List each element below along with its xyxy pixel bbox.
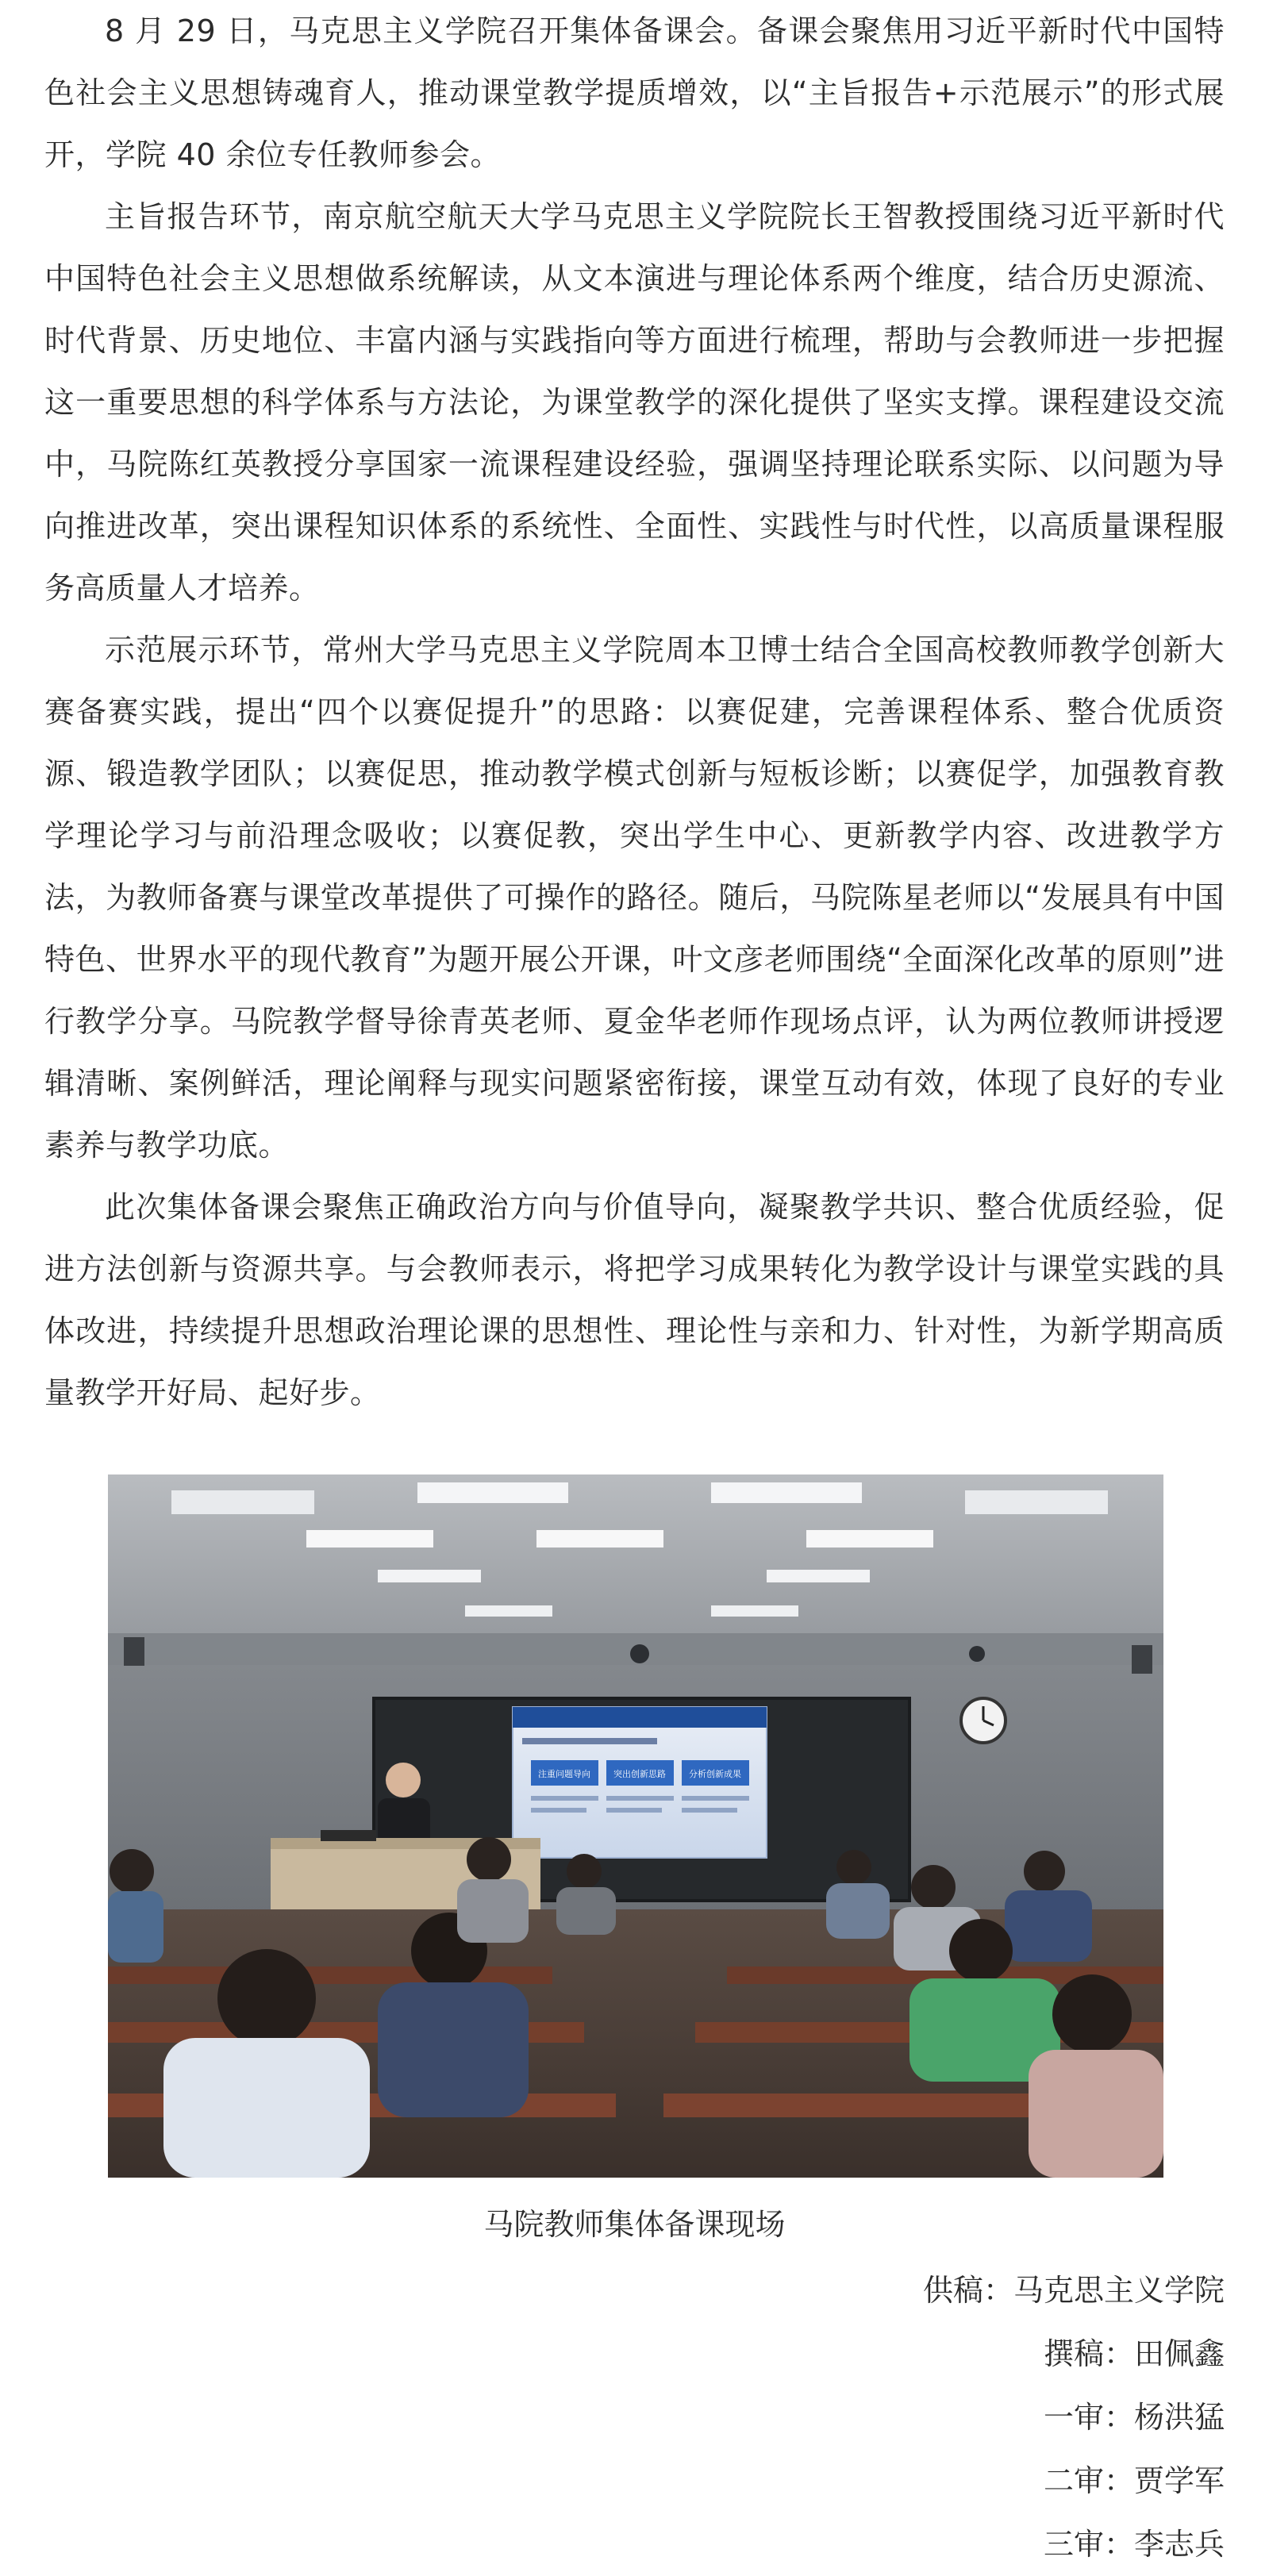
first-review-credit: 一审：杨洪猛 <box>1043 2400 1225 2435</box>
paragraph-4: 此次集体备课会聚焦正确政治方向与价值导向，凝聚教学共识、整合优质经验，促进方法创新与资源共享。与会教师表示，将把学习成果转化为教学设计与课堂实践的具体改进，持续提升思想政治理论课的思想性、理论性与亲和力、针对性，为新学期高质量教学开好局、起好步。 <box>44 1190 1225 1410</box>
credits-block <box>923 2259 1225 2576</box>
slide-box-3: 分析创新成果 <box>689 1769 741 1779</box>
article-body <box>44 0 1225 1424</box>
paragraph-3: 示范展示环节，常州大学马克思主义学院周本卫博士结合全国高校教师教学创新大赛备赛实践，提出“四个以赛促提升”的思路：以赛促建，完善课程体系、整合优质资源、锻造教学团队；以赛促思，推动教学模式创新与短板诊断；以赛促学，加强教育教学理论学习与前沿理念吸收；以赛促教，突出学生中心、更新教学内容、改进教学方法，为教师备赛与课堂改革提供了可操作的路径。随后，马院陈星老师以“发展具有中国特色、世界水平的现代教育”为题开展公开课，叶文彦老师围绕“全面深化改革的原则”进行教学分享。马院教学督导徐青英老师、夏金华老师作现场点评，认为两位教师讲授逻辑清晰、案例鲜活，理论阐释与现实问题紧密衔接，课堂互动有效，体现了良好的专业素养与教学功底。 <box>44 632 1225 1163</box>
photo-caption: 马院教师集体备课现场 <box>483 2207 786 2242</box>
slide-box-2: 突出创新思路 <box>613 1769 666 1779</box>
third-review-credit: 三审：李志兵 <box>1043 2527 1225 2562</box>
classroom-scene-illustration <box>108 1474 1163 2178</box>
contribution-credit: 供稿：马克思主义学院 <box>922 2273 1225 2308</box>
second-review-credit: 二审：贾学军 <box>1043 2463 1225 2498</box>
paragraph-2: 主旨报告环节，南京航空航天大学马克思主义学院院长王智教授围绕习近平新时代中国特色社会主义思想做系统解读，从文本演进与理论体系两个维度，结合历史源流、时代背景、历史地位、丰富内涵与实践指向等方面进行梳理，帮助与会教师进一步把握这一重要思想的科学体系与方法论，为课堂教学的深化提供了坚实支撑。课程建设交流中，马院陈红英教授分享国家一流课程建设经验，强调坚持理论联系实际、以问题为导向推进改革，突出课程知识体系的系统性、全面性、实践性与时代性，以高质量课程服务高质量人才培养。 <box>44 199 1225 606</box>
slide-box-1: 注重问题导向 <box>538 1769 590 1779</box>
writer-credit: 撰稿：田佩鑫 <box>1043 2336 1225 2371</box>
meeting-photo <box>108 1474 1163 2178</box>
paragraph-1: 8 月 29 日，马克思主义学院召开集体备课会。备课会聚焦用习近平新时代中国特色社会主义思想铸魂育人，推动课堂教学提质增效，以“主旨报告+示范展示”的形式展开，学院 40 余位专任教师参会。 <box>44 13 1225 172</box>
